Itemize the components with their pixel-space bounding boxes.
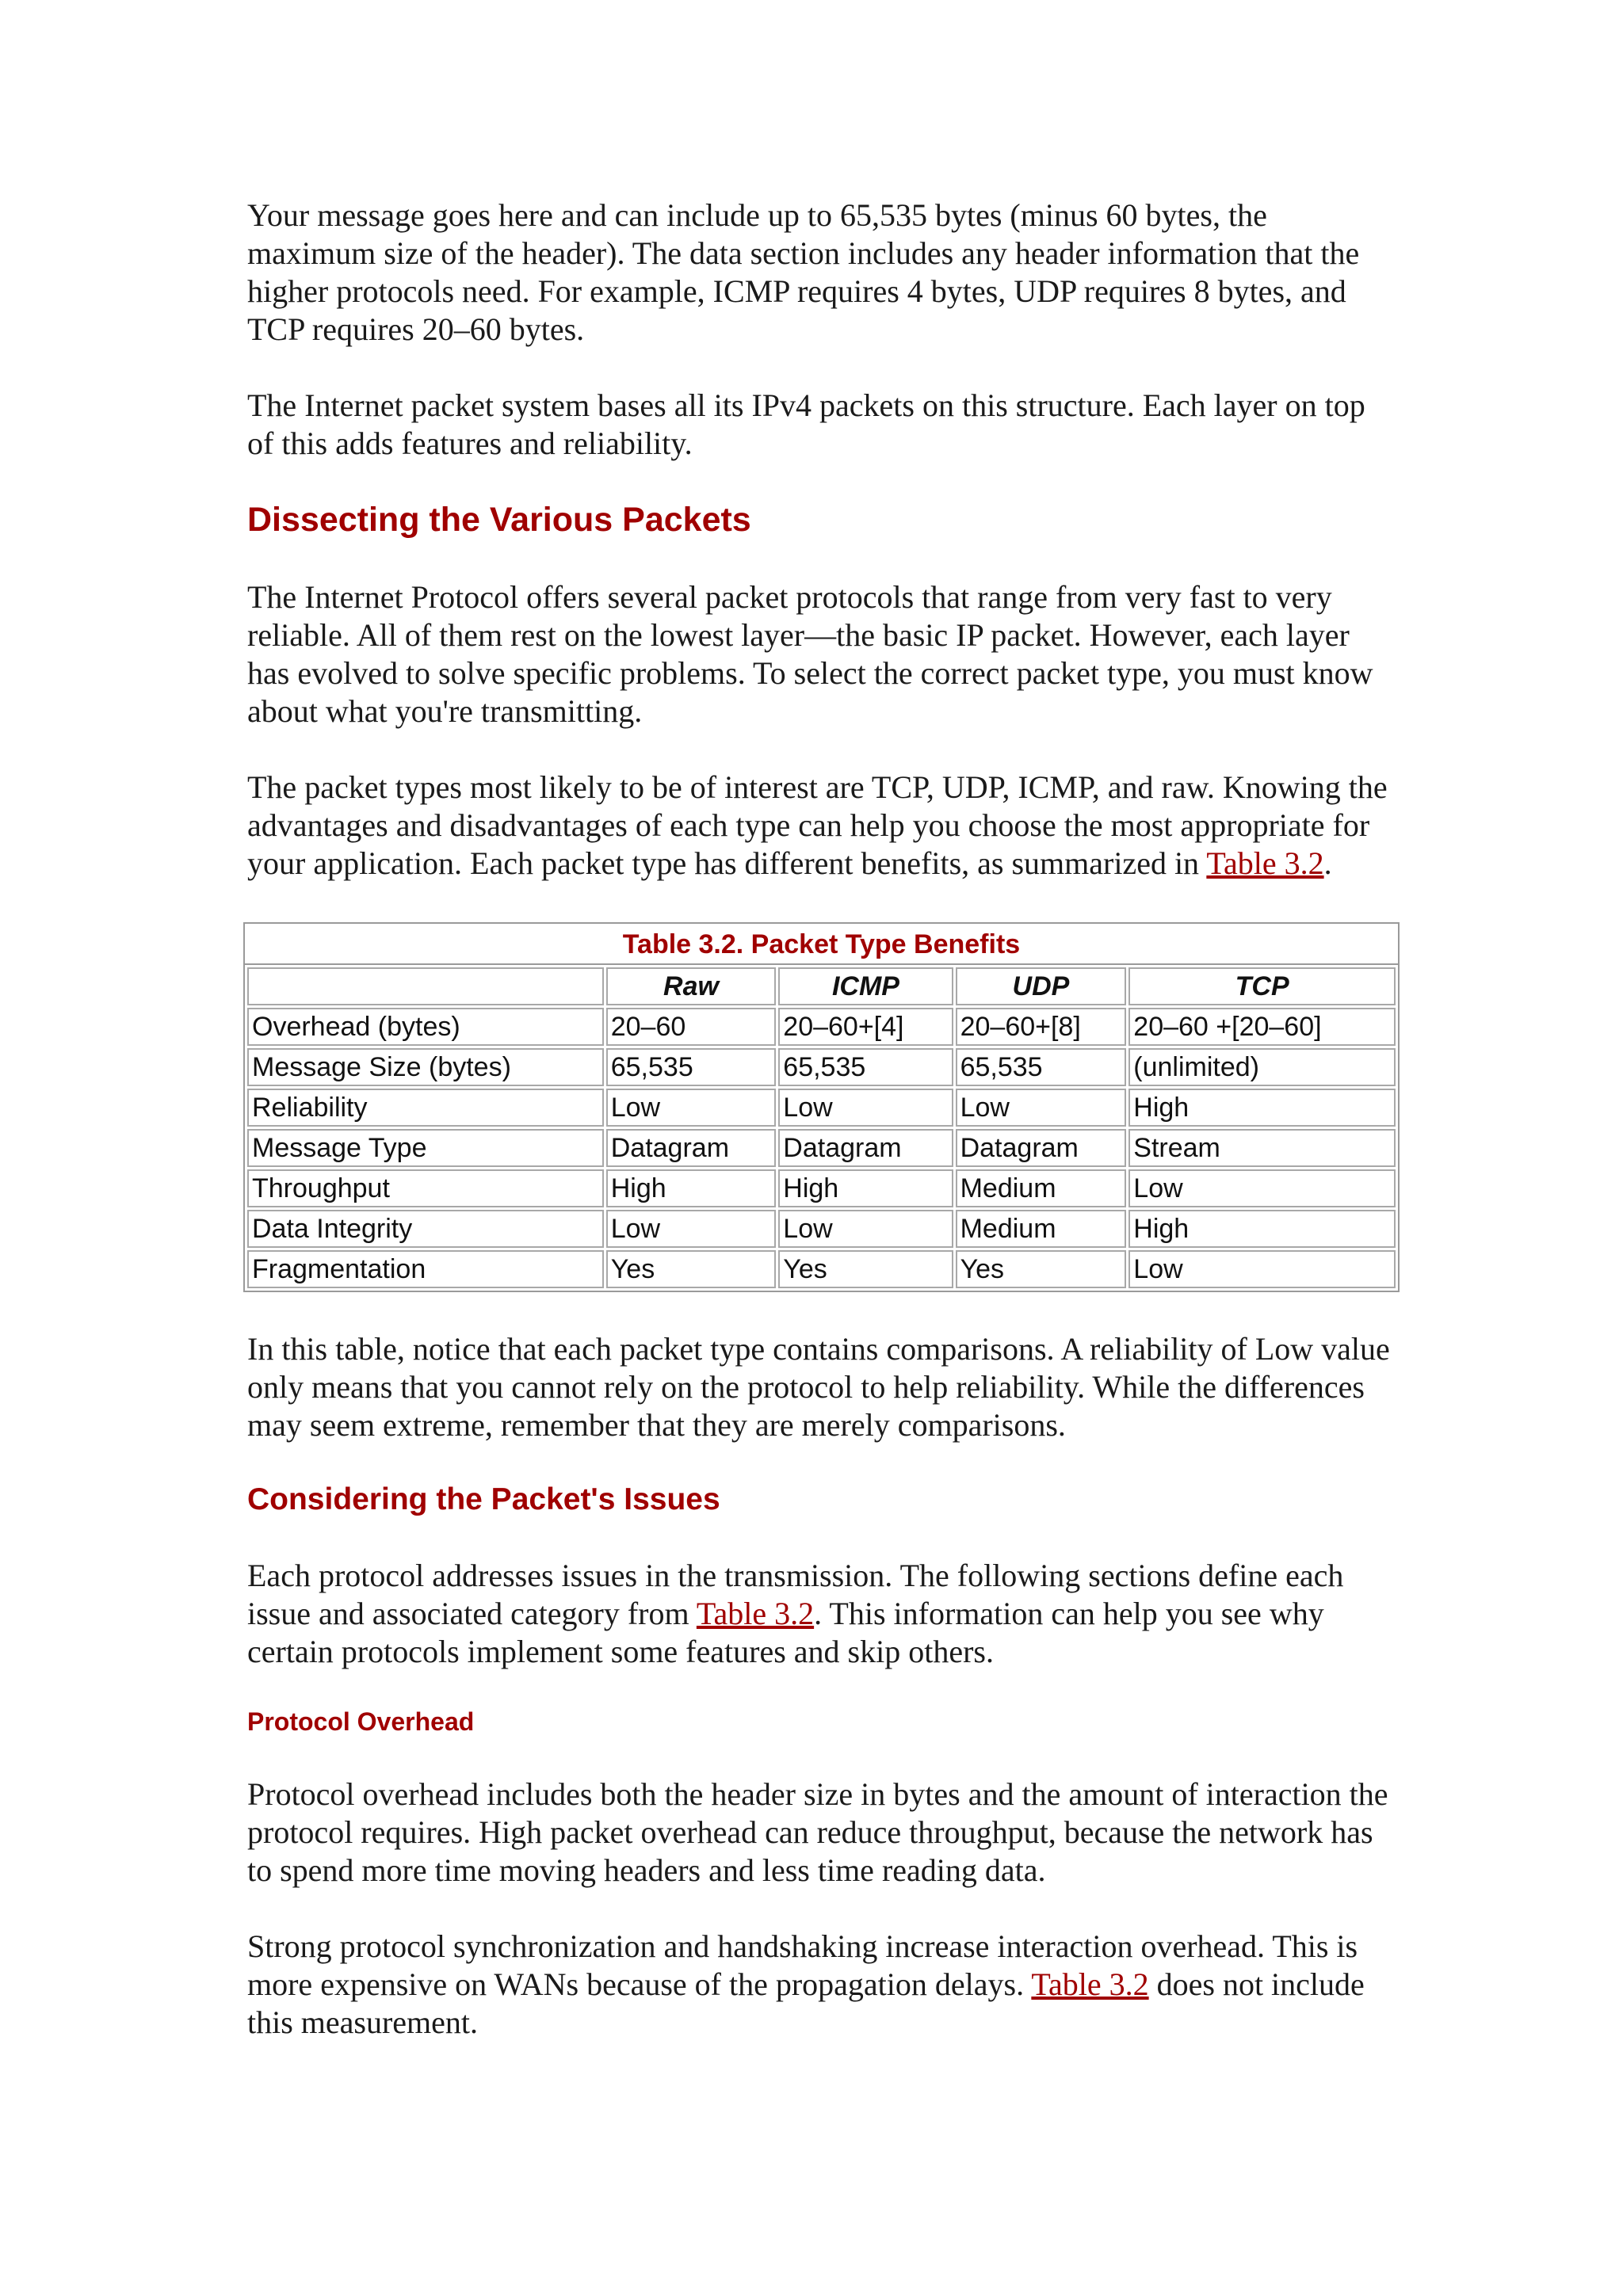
table-row-label: Reliability [247, 1089, 604, 1127]
table-cell: Yes [956, 1250, 1127, 1288]
table-cell: Low [1128, 1250, 1396, 1288]
table-cell: Yes [778, 1250, 953, 1288]
table-cell: Yes [606, 1250, 777, 1288]
issues-paragraph-text: Each protocol addresses issues in the transmission. The following sections define each issue and associated category from [247, 1558, 1344, 1631]
issues-paragraph [247, 1557, 1400, 1671]
table-column-header: UDP [956, 967, 1127, 1005]
table-cell: 20–60+[4] [778, 1008, 953, 1046]
table-cell: Stream [1128, 1129, 1396, 1167]
table-cell: Low [778, 1089, 953, 1127]
after-table-paragraph: In this table, notice that each packet type contains comparisons. A reliability of Low value only means that you cannot rely on the protocol to help reliability. While the differences may seem extreme, remember that they are merely comparisons. [247, 1331, 1390, 1443]
table-cell: 20–60+[8] [956, 1008, 1127, 1046]
table-row [247, 1008, 1396, 1046]
heading-packet-issues: Considering the Packet's Issues [247, 1482, 720, 1516]
table-cell: 20–60 [606, 1008, 777, 1046]
dissecting-paragraph-2-end: . [1323, 845, 1332, 881]
table-cell: Datagram [778, 1129, 953, 1167]
overhead-paragraph-1: Protocol overhead includes both the header size in bytes and the amount of interaction the protocol requires. High packet overhead can reduce throughput, because the network has to spend more time moving headers and less time reading data. [247, 1776, 1388, 1888]
table-cell: 65,535 [606, 1048, 777, 1086]
table-cell: High [1128, 1210, 1396, 1248]
table-row [247, 1129, 1396, 1167]
table-cell: Low [606, 1089, 777, 1127]
table-3-2-link[interactable]: Table 3.2 [1206, 845, 1324, 881]
dissecting-paragraph-2-text: The packet types most likely to be of interest are TCP, UDP, ICMP, and raw. Knowing the advantages and disadvantages of each type can help you choose the most appropriate for your application. Each packet type has different benefits, as summarized in [247, 769, 1388, 881]
issues-paragraph-end: . This information can help you see why certain protocols implement some features and skip others. [247, 1596, 1324, 1669]
table-body [247, 1008, 1396, 1288]
table-cell: Low [956, 1089, 1127, 1127]
table-row-label: Message Type [247, 1129, 604, 1167]
dissecting-paragraph-1: The Internet Protocol offers several packet protocols that range from very fast to very reliable. All of them rest on the lowest layer—the basic IP packet. However, each layer has evolved to solve specific problems. To select the correct packet type, you must know about what you're transmitting. [247, 579, 1373, 729]
table-row [247, 1250, 1396, 1288]
table-row [247, 1048, 1396, 1086]
table-cell: Low [1128, 1169, 1396, 1207]
table-column-header: ICMP [778, 967, 953, 1005]
heading-dissecting-packets: Dissecting the Various Packets [247, 501, 751, 539]
table-row-label: Throughput [247, 1169, 604, 1207]
dissecting-paragraph-2 [247, 769, 1400, 883]
table-row [247, 1169, 1396, 1207]
table-cell: Low [778, 1210, 953, 1248]
table-cell: High [606, 1169, 777, 1207]
table-3-2-link[interactable]: Table 3.2 [696, 1596, 815, 1631]
table-cell: Datagram [956, 1129, 1127, 1167]
table-cell: Medium [956, 1169, 1127, 1207]
table-cell: 65,535 [778, 1048, 953, 1086]
table-cell: 65,535 [956, 1048, 1127, 1086]
table-row-label: Fragmentation [247, 1250, 604, 1288]
document-page [247, 196, 1400, 2042]
table-cell: (unlimited) [1128, 1048, 1396, 1086]
table-cell: Datagram [606, 1129, 777, 1167]
table-cell: Low [606, 1210, 777, 1248]
table-cell: 20–60 +[20–60] [1128, 1008, 1396, 1046]
table-row-label: Message Size (bytes) [247, 1048, 604, 1086]
table-column-header: Raw [606, 967, 777, 1005]
packet-type-benefits-table [243, 922, 1400, 1292]
table-header-blank [247, 967, 604, 1005]
table-cell: Medium [956, 1210, 1127, 1248]
table-row [247, 1089, 1396, 1127]
table-3-2-link[interactable]: Table 3.2 [1031, 1966, 1149, 2002]
table-header-row [247, 967, 1396, 1005]
table-cell: High [1128, 1089, 1396, 1127]
table-row-label: Data Integrity [247, 1210, 604, 1248]
table-cell: High [778, 1169, 953, 1207]
overhead-paragraph-2-text: Strong protocol synchronization and handshaking increase interaction overhead. This is more expensive on WANs because of the propagation delays. [247, 1928, 1358, 2002]
overhead-paragraph-2 [247, 1928, 1400, 2042]
heading-protocol-overhead: Protocol Overhead [247, 1707, 475, 1736]
table-row [247, 1210, 1396, 1248]
table-row-label: Overhead (bytes) [247, 1008, 604, 1046]
intro-paragraph-2: The Internet packet system bases all its IPv4 packets on this structure. Each layer on top of this adds features and reliability. [247, 387, 1365, 461]
overhead-paragraph-2-end: does not include this measurement. [247, 1966, 1365, 2040]
intro-paragraph-1: Your message goes here and can include up to 65,535 bytes (minus 60 bytes, the maximum size of the header). The data section includes any header information that the higher protocols need. For example, ICMP requires 4 bytes, UDP requires 8 bytes, and TCP requires 20–60 bytes. [247, 197, 1360, 347]
table-caption: Table 3.2. Packet Type Benefits [243, 922, 1400, 963]
table-column-header: TCP [1128, 967, 1396, 1005]
